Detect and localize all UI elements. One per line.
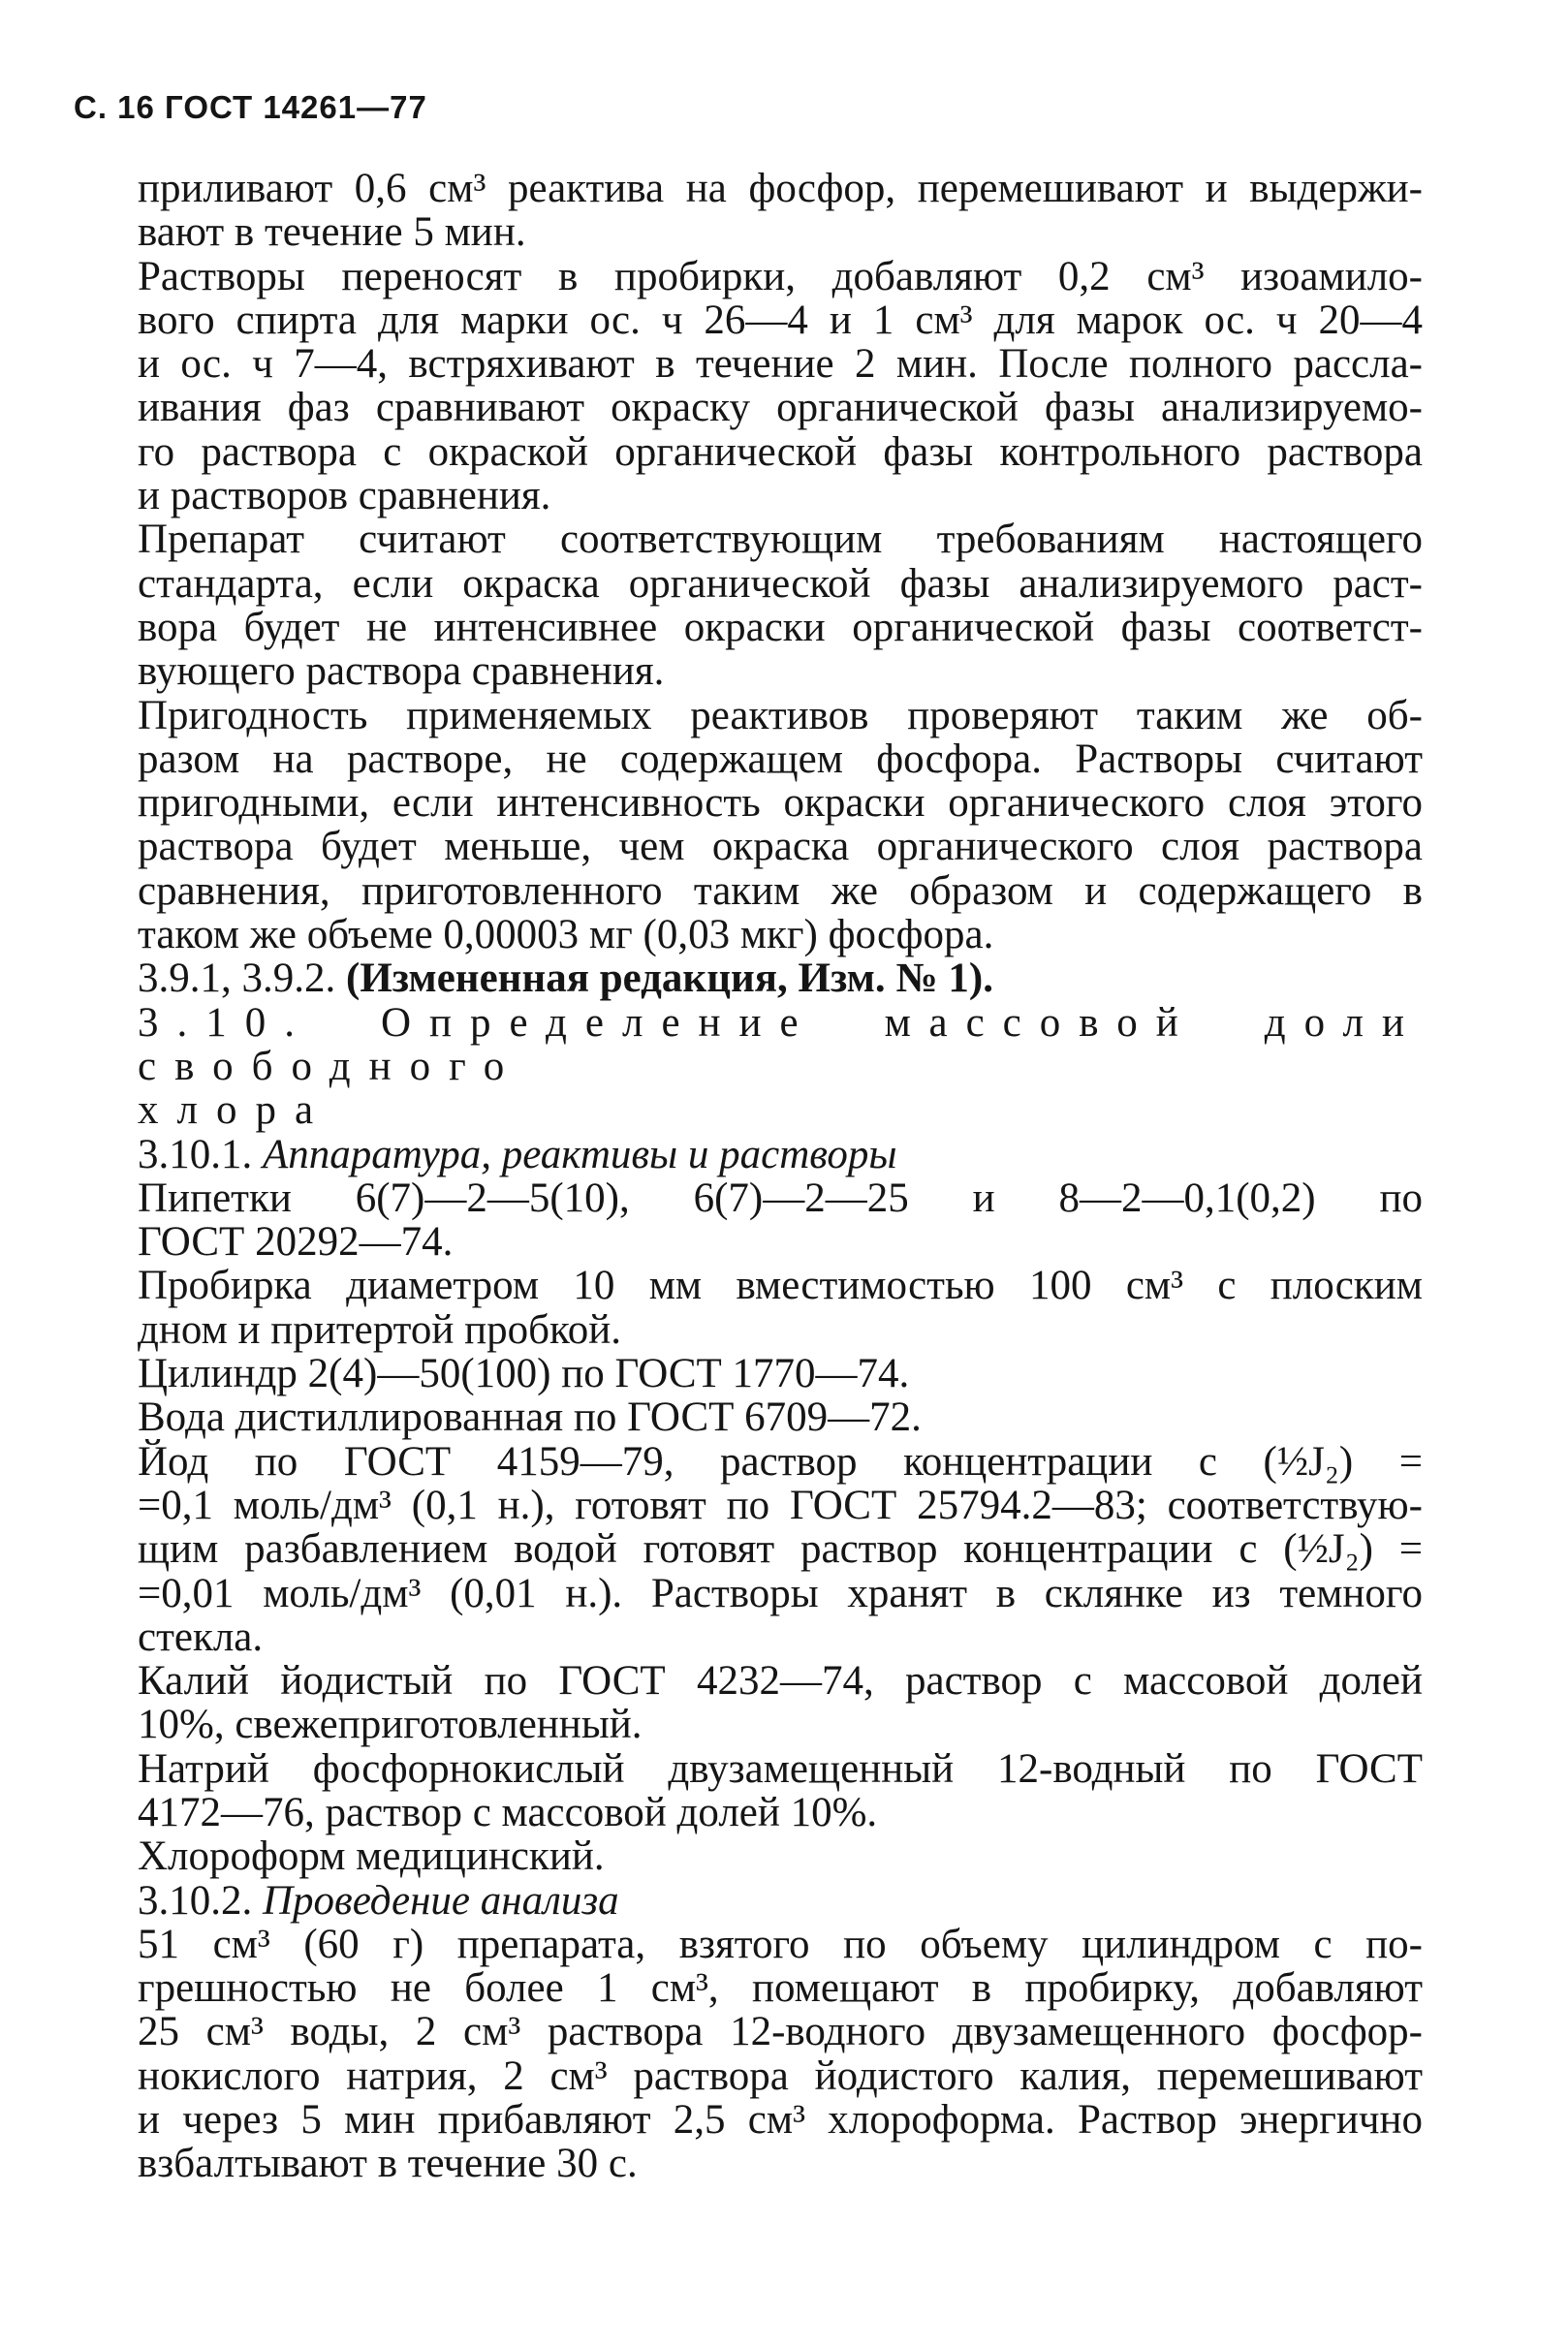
text-line: дном и притертой пробкой.: [138, 1306, 621, 1353]
text-line: вора будет не интенсивнее окраски органической фазы соответст-: [138, 604, 1423, 650]
text-line: раствора будет меньше, чем окраска органического слоя раствора: [138, 824, 1423, 870]
text-line: Пробирка диаметром 10 мм вместимостью 100 см³ с плоским: [138, 1263, 1423, 1309]
text-line: вующего раствора сравнения.: [138, 648, 665, 695]
text-line: и растворов сравнения.: [138, 473, 551, 519]
text-line: грешностью не более 1 см³, помещают в пробирку, добавляют: [138, 1965, 1423, 2012]
text-line: Цилиндр 2(4)—50(100) по ГОСТ 1770—74.: [138, 1351, 910, 1397]
text-line: стекла.: [138, 1614, 264, 1660]
text-line: разом на растворе, не содержащем фосфора. Растворы считают: [138, 736, 1423, 782]
section-heading: 3.10. Определение массовой доли свободного: [138, 999, 1423, 1089]
text-line: Растворы переносят в пробирки, добавляют 0,2 см³ изоамило-: [138, 253, 1423, 299]
text-line: =0,01 моль/дм³ (0,01 н.). Растворы хранят в склянке из темного: [138, 1570, 1423, 1616]
subsection-title: Аппаратура, реактивы и растворы: [263, 1131, 897, 1177]
subsection-heading: [138, 1879, 1423, 1923]
text-line: взбалтывают в течение 30 с.: [138, 2141, 638, 2187]
text-line: Натрий фосфорнокислый двузамещенный 12-водный по ГОСТ: [138, 1745, 1423, 1792]
text-line: Пригодность применяемых реактивов проверяют таким же об-: [138, 692, 1423, 738]
text-line: приливают 0,6 см³ реактива на фосфор, перемешивают и выдержи-: [138, 166, 1423, 211]
text-line: 4172—76, раствор с массовой долей 10%.: [138, 1789, 878, 1835]
text-line: го раствора с окраской органической фазы контрольного раствора: [138, 428, 1423, 475]
text-line: ГОСТ 20292—74.: [138, 1219, 454, 1266]
revision-note: (Измененная редакция, Изм. № 1).: [346, 956, 993, 1002]
page-header: С. 16 ГОСТ 14261—77: [74, 89, 427, 125]
text-line: Калий йодистый по ГОСТ 4232—74, раствор с массовой долей: [138, 1658, 1423, 1705]
subsection-title: Проведение анализа: [263, 1877, 619, 1924]
subsection-number: 3.10.1.: [138, 1131, 263, 1177]
text-line: Вода дистиллированная по ГОСТ 6709—72.: [138, 1394, 922, 1441]
text-line: щим разбавлением водой готовят раствор концентрации с (½J₂) =: [138, 1526, 1423, 1573]
text-line: Препарат считают соответствующим требованиям настоящего: [138, 517, 1423, 563]
text-line: нокислого натрия, 2 см³ раствора йодистого калия, перемешивают: [138, 2052, 1423, 2099]
subsection-number: 3.10.2.: [138, 1877, 263, 1924]
text-line: сравнения, приготовленного таким же образом и содержащего в: [138, 867, 1423, 914]
section-heading-cont: хлора: [138, 1087, 332, 1134]
text-line: 10%, свежеприготовленный.: [138, 1702, 643, 1748]
text-line: Пипетки 6(7)—2—5(10), 6(7)—2—25 и 8—2—0,1(0,2) по: [138, 1175, 1423, 1221]
text-line: и ос. ч 7—4, встряхивают в течение 2 мин. После полного рассла-: [138, 341, 1423, 388]
text-line: =0,1 моль/дм³ (0,1 н.), готовят по ГОСТ 25794.2—83; соответствую-: [138, 1482, 1423, 1528]
text-line: ивания фаз сравнивают окраску органической фазы анализируемо-: [138, 385, 1423, 431]
subsection-heading: [138, 1133, 1423, 1176]
text-line: Хлороформ медицинский.: [138, 1833, 605, 1880]
text-line: вого спирта для марки ос. ч 26—4 и 1 см³ для марок ос. ч 20—4: [138, 297, 1423, 343]
text-line: стандарта, если окраска органической фазы анализируемого раст-: [138, 560, 1423, 607]
text-line: 25 см³ воды, 2 см³ раствора 12-водного двузамещенного фосфор-: [138, 2009, 1423, 2055]
section-number: 3.9.1, 3.9.2.: [138, 956, 346, 1002]
body-text: [138, 167, 1423, 2186]
text-line: Йод по ГОСТ 4159—79, раствор концентрации с (½J₂) =: [138, 1438, 1423, 1485]
text-line: пригодными, если интенсивность окраски органического слоя этого: [138, 780, 1423, 827]
section-ref-line: [138, 956, 1423, 1000]
text-line: вают в течение 5 мин.: [138, 209, 526, 256]
text-line: и через 5 мин прибавляют 2,5 см³ хлороформа. Раствор энергично: [138, 2097, 1423, 2144]
text-line: таком же объеме 0,00003 мг (0,03 мкг) фосфора.: [138, 912, 994, 958]
text-line: 51 см³ (60 г) препарата, взятого по объему цилиндром с по-: [138, 1921, 1423, 1967]
